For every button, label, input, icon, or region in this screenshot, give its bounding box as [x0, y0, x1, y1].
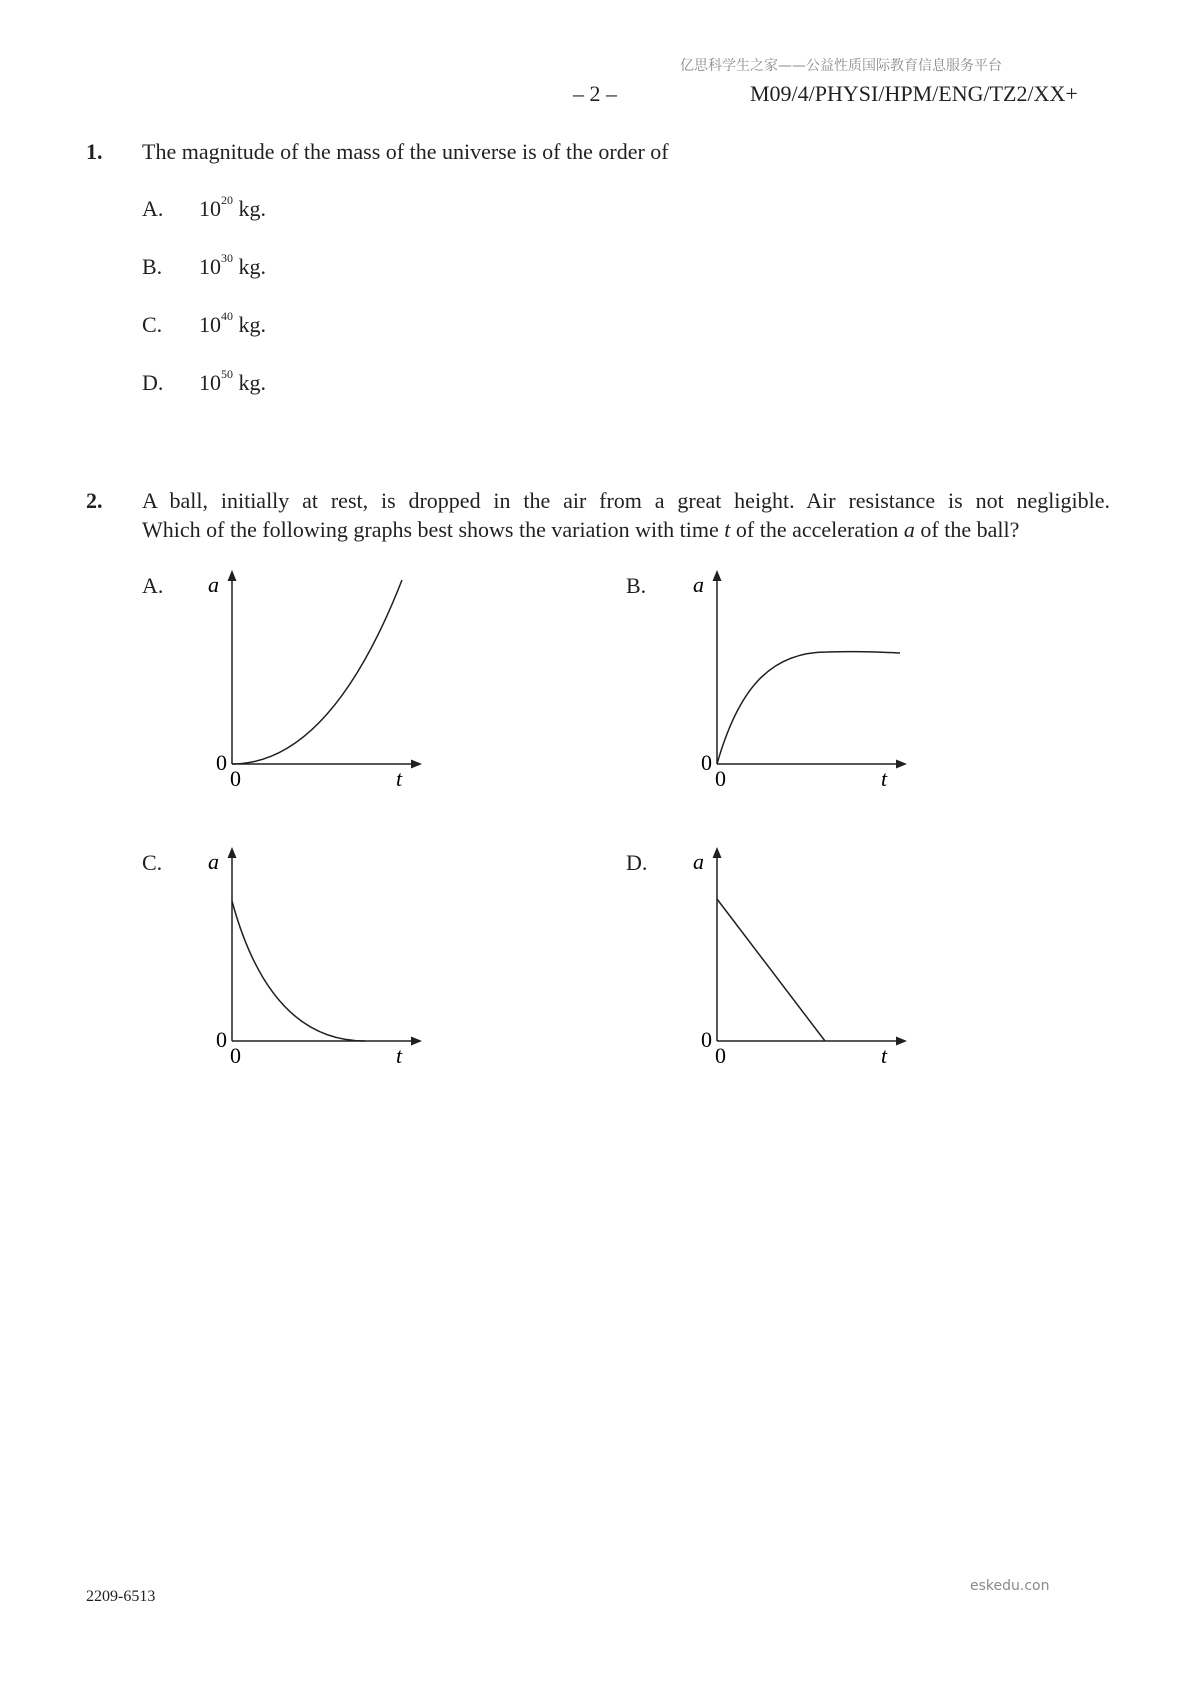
option-unit: kg.: [238, 312, 266, 337]
origin-y-label: 0: [216, 1027, 227, 1052]
graph-line: [717, 899, 825, 1041]
option-base: 10: [199, 312, 221, 337]
option-unit: kg.: [238, 370, 266, 395]
graph-c-letter: C.: [142, 850, 163, 875]
question-1-option-c: [142, 309, 266, 338]
origin-x-label: 0: [230, 766, 241, 791]
option-letter: A.: [142, 196, 164, 221]
graph-b: [685, 568, 925, 808]
option-value: [199, 251, 266, 280]
question-1-option-d: [142, 367, 266, 396]
question-1-option-a: [142, 193, 266, 222]
question-1-number: 1.: [86, 139, 103, 164]
x-axis-label: t: [396, 766, 403, 791]
y-axis-arrow: [713, 570, 722, 581]
graph-b-letter: B.: [626, 573, 647, 598]
x-axis-arrow: [411, 1037, 422, 1046]
y-axis-arrow: [713, 847, 722, 858]
graph-curve: [232, 580, 402, 764]
origin-y-label: 0: [701, 1027, 712, 1052]
origin-y-label: 0: [701, 750, 712, 775]
question-2-text-line2: [142, 515, 1019, 544]
x-axis-arrow: [896, 1037, 907, 1046]
option-exponent: 20: [221, 193, 233, 207]
option-value: [199, 309, 266, 338]
graph-curve: [232, 901, 365, 1041]
text-segment: of the acceleration: [730, 517, 904, 542]
graph-curve: [717, 652, 900, 764]
y-axis-label: a: [693, 849, 704, 874]
graph-a: [200, 568, 440, 808]
x-axis-label: t: [396, 1043, 403, 1068]
option-letter: D.: [142, 370, 164, 395]
question-1-text: The magnitude of the mass of the universe is of the order of: [142, 139, 669, 164]
option-value: [199, 367, 266, 396]
option-letter: B.: [142, 254, 163, 279]
y-axis-label: a: [693, 572, 704, 597]
graph-c: [200, 845, 440, 1085]
option-base: 10: [199, 254, 221, 279]
exam-code: M09/4/PHYSI/HPM/ENG/TZ2/XX+: [750, 81, 1078, 106]
page-number: – 2 –: [573, 81, 617, 106]
origin-x-label: 0: [715, 766, 726, 791]
text-segment: Which of the following graphs best shows the variation with time: [142, 517, 725, 542]
option-exponent: 50: [221, 367, 233, 381]
y-axis-arrow: [228, 570, 237, 581]
x-axis-arrow: [411, 760, 422, 769]
option-exponent: 40: [221, 309, 233, 323]
x-axis-arrow: [896, 760, 907, 769]
question-2-text-line1: A ball, initially at rest, is dropped in the air from a great height. Air resistance is not negligible.: [142, 488, 1110, 513]
option-unit: kg.: [238, 196, 266, 221]
watermark-top: 亿思科学生之家——公益性质国际教育信息服务平台: [680, 58, 1002, 74]
origin-x-label: 0: [230, 1043, 241, 1068]
x-axis-label: t: [881, 766, 888, 791]
footer-code: 2209-6513: [86, 1588, 156, 1605]
graph-a-letter: A.: [142, 573, 164, 598]
option-exponent: 30: [221, 251, 233, 265]
origin-y-label: 0: [216, 750, 227, 775]
y-axis-arrow: [228, 847, 237, 858]
variable-a: a: [903, 517, 915, 542]
option-letter: C.: [142, 312, 163, 337]
option-value: [199, 193, 266, 222]
y-axis-label: a: [208, 572, 219, 597]
option-base: 10: [199, 370, 221, 395]
option-unit: kg.: [238, 254, 266, 279]
variable-t: t: [724, 517, 731, 542]
option-base: 10: [199, 196, 221, 221]
graph-d: [685, 845, 925, 1085]
question-2-number: 2.: [86, 488, 103, 513]
question-1-option-b: [142, 251, 266, 280]
y-axis-label: a: [208, 849, 219, 874]
graph-d-letter: D.: [626, 850, 648, 875]
x-axis-label: t: [881, 1043, 888, 1068]
watermark-bottom: eskedu.con: [970, 1578, 1050, 1594]
origin-x-label: 0: [715, 1043, 726, 1068]
text-segment: of the ball?: [914, 517, 1020, 542]
